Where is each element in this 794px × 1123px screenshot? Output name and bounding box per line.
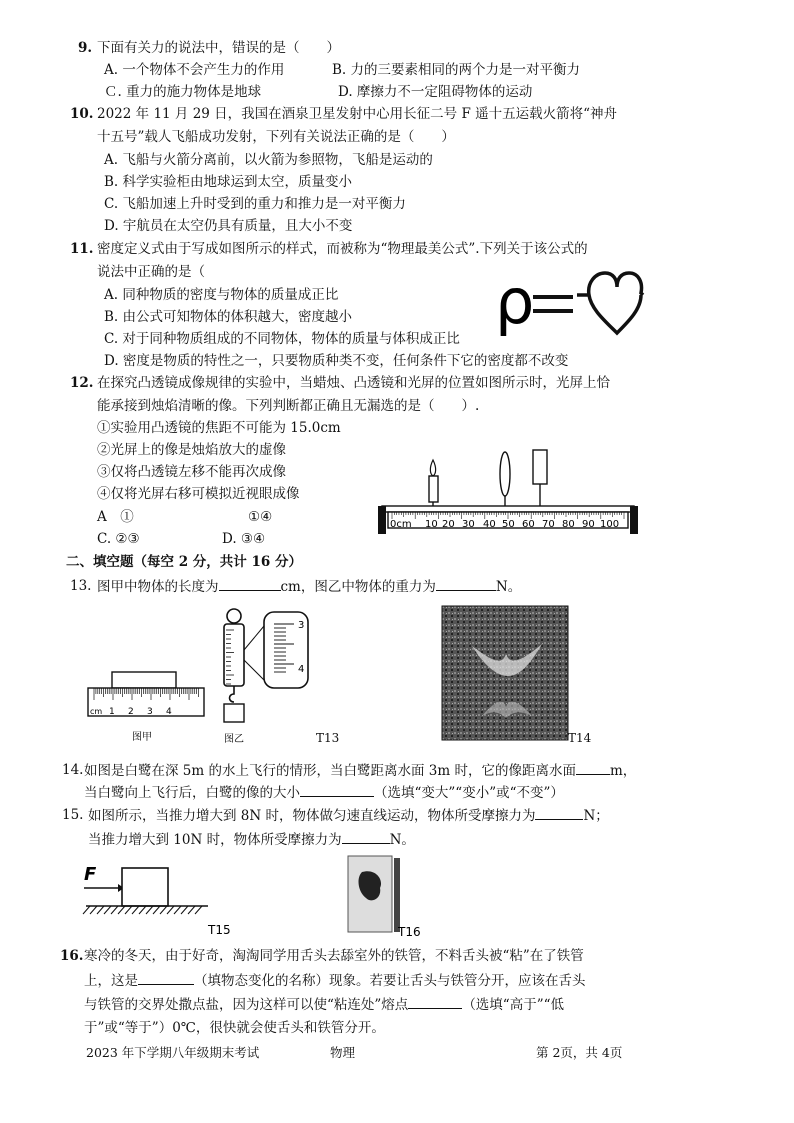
section-2-title: 二、填空题（每空 2 分，共计 16 分） (66, 554, 302, 570)
q10-stem-line1: 2022 年 11 月 29 日，我国在酒泉卫星发射中心用长征二号 F 遥十五运载火箭将“神舟 (97, 106, 618, 122)
q15-blank-friction-10n[interactable] (342, 829, 390, 844)
q11-option-d: D. 密度是物质的特性之一，只要物质种类不变，任何条件下它的密度都不改变 (104, 353, 569, 369)
bench-tick-label: 100 (600, 519, 620, 530)
scale-ring (227, 609, 241, 623)
t13-label: T13 (316, 731, 340, 745)
tick-mark (139, 906, 146, 914)
q12-number: 12. (70, 375, 94, 391)
t14-label: T14 (568, 731, 592, 745)
q14-line2: 当白鹭向上飞行后，白鹭的像的大小 （选填“变大”“变小”或“不变”） (84, 782, 564, 803)
q12-option-a: A ① (97, 509, 134, 525)
q12-stem-line2: 能承接到烛焰清晰的像。下列判断都正确且无漏选的是（ ）. (97, 398, 480, 414)
tick-mark (188, 906, 195, 914)
q10-option-c: C. 飞船加速上升时受到的重力和推力是一对平衡力 (104, 196, 406, 212)
tick-mark (146, 906, 153, 914)
q13-blank-weight[interactable] (436, 576, 496, 591)
fig-b-caption: 图乙 (224, 734, 244, 745)
ruler-unit: cm (90, 707, 103, 716)
egret-photo (442, 606, 568, 740)
q12-statement-3: ③仅将凸透镜左移不能再次成像 (97, 464, 286, 480)
measured-block (112, 672, 176, 688)
density-formula-figure (495, 265, 645, 340)
q15-line2: 当推力增大到 10N 时，物体所受摩擦力为 N。 (88, 829, 415, 850)
t15-label: T15 (208, 923, 231, 937)
q16-line3: 与铁管的交界处撒点盐，因为这样可以使“粘连处”熔点 （选填“高于”“低 (84, 994, 564, 1015)
q11-option-a: A. 同种物质的密度与物体的质量成正比 (104, 287, 339, 303)
zoom-tick-label: 4 (298, 664, 305, 675)
tick-mark (174, 906, 181, 914)
tick-mark (97, 906, 104, 914)
q13-number: 13. (70, 578, 92, 594)
q12-option-d: D. ③④ (222, 531, 266, 547)
convex-lens (500, 452, 510, 496)
footer-subject: 物理 (330, 1045, 356, 1060)
q16-line2: 上，这是 （填物态变化的名称）现象。若要让舌头与铁管分开，应该在舌头 (84, 970, 586, 991)
fig-a-caption: 图甲 (132, 732, 152, 743)
q9-option-d: D. 摩擦力不一定阻碍物体的运动 (338, 84, 533, 100)
bench-left-leg (378, 506, 386, 534)
q9-stem: 下面有关力的说法中，错误的是（ ） (97, 40, 340, 56)
scale-hook (230, 686, 235, 702)
ruler-tick-label: 3 (147, 707, 153, 717)
spring-scale-figure (212, 606, 318, 746)
q16-number: 16. (60, 948, 84, 964)
q13-text: 图甲中物体的长度为 cm，图乙中物体的重力为 N。 (97, 576, 521, 597)
q10-option-d: D. 宇航员在太空仍具有质量，且大小不变 (104, 218, 353, 234)
bench-tick-label: 10 (425, 519, 438, 530)
zoom-tick-label: 3 (298, 620, 305, 631)
ruler-tick-label: 1 (109, 707, 115, 717)
scale-body (224, 624, 244, 686)
q13-blank-length[interactable] (219, 576, 281, 591)
bench-tick-label: 80 (562, 519, 575, 530)
tick-mark (195, 906, 202, 914)
tick-mark (167, 906, 174, 914)
ruler-figure (84, 660, 208, 744)
candle-body (429, 476, 438, 502)
q14-line1: 如图是白鹭在深 5m 的水上飞行的情形，当白鹭距离水面 3m 时，它的像距离水面 m， (84, 760, 636, 781)
bench-tick-label: 60 (522, 519, 535, 530)
q15-line1: 如图所示，当推力增大到 8N 时，物体做匀速直线运动，物体所受摩擦力为 N； (88, 805, 609, 826)
q15-blank-friction-8n[interactable] (535, 805, 583, 820)
q11-number: 11. (70, 241, 94, 257)
q15-number: 15. (62, 807, 84, 823)
q14-blank-size[interactable] (300, 782, 374, 797)
q9-option-b: B. 力的三要素相同的两个力是一对平衡力 (332, 62, 581, 78)
hanging-weight (224, 704, 244, 722)
q10-stem-line2: 十五号”载人飞船成功发射，下列有关说法正确的是（ ） (97, 129, 455, 145)
block (122, 868, 168, 906)
tick-mark (125, 906, 132, 914)
tick-mark (132, 906, 139, 914)
bench-right-leg (630, 506, 638, 534)
q12-statement-4: ④仅将光屏右移可模拟近视眼成像 (97, 486, 300, 502)
tick-mark (160, 906, 167, 914)
q12-statement-2: ②光屏上的像是烛焰放大的虚像 (97, 442, 286, 458)
q9-number: 9. (78, 40, 93, 56)
bench-tick-label: 40 (483, 519, 496, 530)
q11-option-b: B. 由公式可知物体的体积越大，密度越小 (104, 309, 353, 325)
ruler-tick-label: 2 (128, 707, 134, 717)
candle-flame (430, 460, 435, 476)
wall-figure (336, 852, 421, 939)
light-screen (533, 450, 547, 484)
bench-tick-label: 30 (462, 519, 475, 530)
tick-mark (111, 906, 118, 914)
vertical-board (394, 858, 400, 932)
q14-number: 14. (62, 762, 84, 778)
q16-line4: 于”或“等于”）0℃，很快就会使舌头和铁管分开。 (84, 1020, 385, 1036)
bench-tick-label: 70 (542, 519, 555, 530)
bench-unit: 0cm (390, 519, 412, 530)
q11-stem-line1: 密度定义式由于写成如图所示的样式，而被称为“物理最美公式”.下列关于该公式的 (97, 241, 588, 257)
optical-bench-figure (374, 440, 644, 540)
q16-blank-state-change[interactable] (138, 970, 194, 985)
tick-mark (90, 906, 97, 914)
q12-option-b: ①④ (248, 509, 273, 525)
bench-tick-label: 50 (502, 519, 515, 530)
q9-option-c: Ｃ. 重力的施力物体是地球 (104, 84, 262, 100)
footer-exam-title: 2023 年下学期八年级期末考试 (86, 1045, 260, 1060)
q14-blank-distance[interactable] (576, 760, 610, 775)
rho-symbol: ρ (495, 265, 535, 338)
q10-option-b: B. 科学实验柜由地球运到太空，质量变小 (104, 174, 353, 190)
bench-tick-label: 90 (582, 519, 595, 530)
tick-mark (118, 906, 125, 914)
q11-option-c: C. 对于同种物质组成的不同物体，物体的质量与体积成正比 (104, 331, 460, 347)
q16-line1: 寒冷的冬天，由于好奇，淘淘同学用舌头去舔室外的铁管，不料舌头被“粘”在了铁管 (84, 948, 584, 964)
q16-blank-melting-point[interactable] (408, 994, 462, 1009)
t16-label: T16 (398, 925, 421, 939)
tick-mark (83, 906, 90, 914)
footer-page-number: 第 2页，共 4页 (536, 1045, 623, 1060)
q10-option-a: A. 飞船与火箭分离前，以火箭为参照物，飞船是运动的 (104, 152, 433, 168)
bench-tick-label: 20 (442, 519, 455, 530)
force-label: F (84, 864, 97, 885)
q10-number: 10. (70, 106, 94, 122)
tick-mark (181, 906, 188, 914)
heart-shape (577, 273, 643, 333)
tick-mark (153, 906, 160, 914)
tick-mark (104, 906, 111, 914)
q12-stem-line1: 在探究凸透镜成像规律的实验中，当蜡烛、凸透镜和光屏的位置如图所示时，光屏上恰 (97, 375, 610, 391)
push-block-figure (78, 858, 248, 938)
q9-option-a: A. 一个物体不会产生力的作用 (104, 62, 285, 78)
ruler-tick-label: 4 (166, 707, 172, 717)
q11-stem-line2: 说法中正确的是（ (97, 264, 205, 280)
q12-statement-1: ①实验用凸透镜的焦距不可能为 15.0cm (97, 420, 341, 436)
q12-option-c: C. ②③ (97, 531, 140, 547)
